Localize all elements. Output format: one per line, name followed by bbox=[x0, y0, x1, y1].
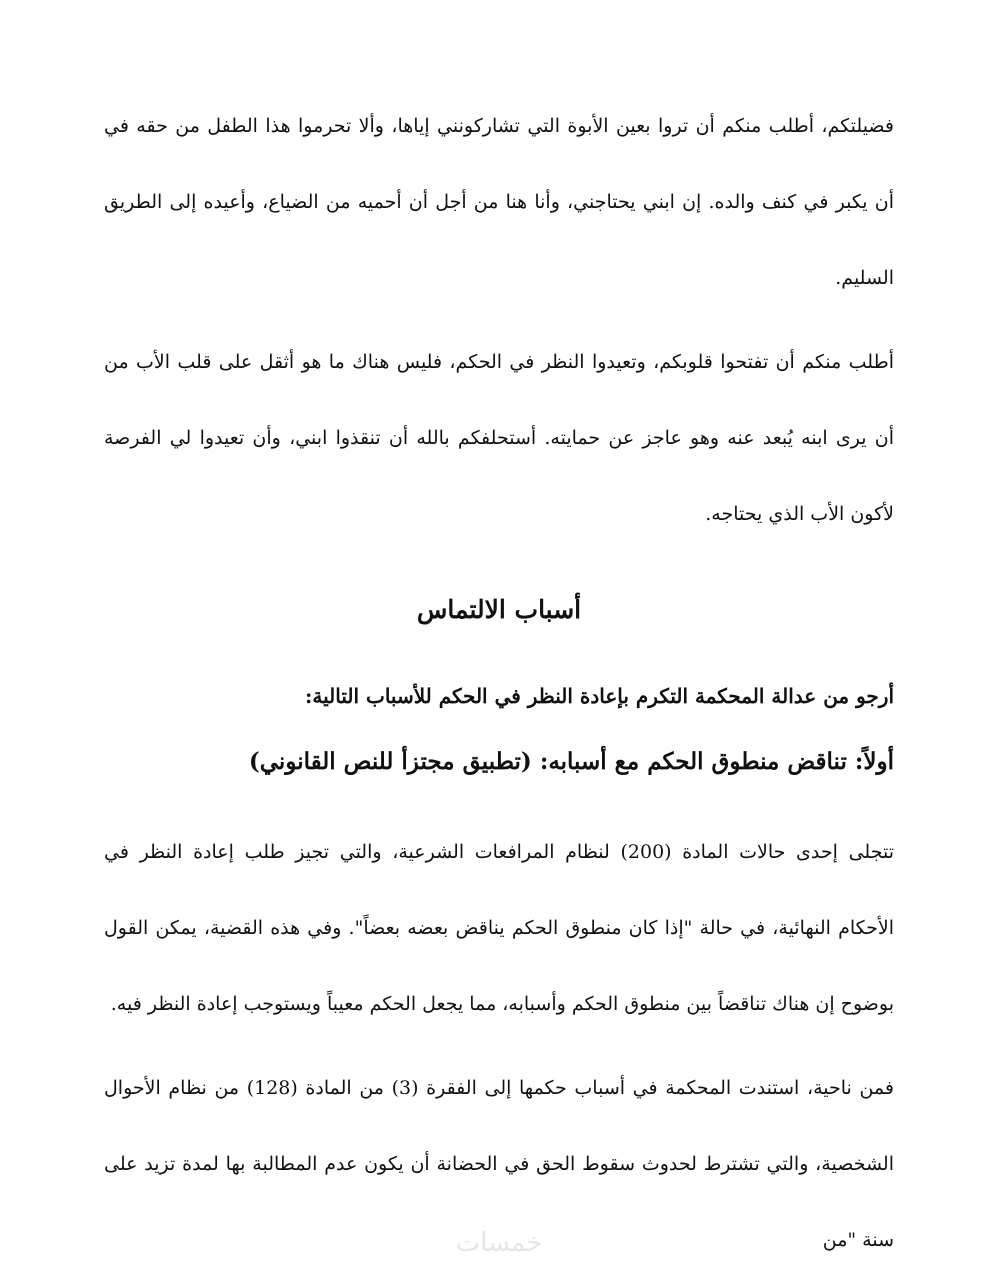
document-page bbox=[104, 88, 894, 1278]
subheading-first-reason: أولاً: تناقض منطوق الحكم مع أسبابه: (تطبيق مجتزأ للنص القانوني) bbox=[248, 748, 894, 775]
section-title: أسباب الالتماس bbox=[416, 595, 582, 624]
intro-line: أرجو من عدالة المحكمة التكرم بإعادة النظر في الحكم للأسباب التالية: bbox=[305, 684, 894, 708]
paragraph-plea-father: فضيلتكم، أطلب منكم أن تروا بعين الأبوة التي تشاركونني إياها، وألا تحرموا هذا الطفل من حقه في أن يكبر في كنف والده. إن ابني يحتاجني، وأنا هنا من أجل أن أحميه من الضياع، وأعيده إلى الطريق السليم. bbox=[104, 115, 895, 289]
paragraph-article-200: تتجلى إحدى حالات المادة (200) لنظام المرافعات الشرعية، والتي تجيز طلب إعادة النظر في الأحكام النهائية، في حالة "إذا كان منطوق الحكم يناقض بعضه بعضاً". وفي هذه القضية، يمكن القول بوضوح إن هناك تناقضاً بين منطوق الحكم وأسبابه، مما يجعل الحكم معيباً ويستوجب إعادة النظر فيه. bbox=[104, 841, 894, 1015]
paragraph-article-128: فمن ناحية، استندت المحكمة في أسباب حكمها إلى الفقرة (3) من المادة (128) من نظام الأحوال الشخصية، والتي تشترط لحدوث سقوط الحق في الحضانة أن يكون عدم المطالبة بها لمدة تزيد على سنة "من bbox=[104, 1077, 894, 1251]
watermark-logo: خمسات bbox=[455, 1228, 543, 1258]
paragraph-plea-reconsider: أطلب منكم أن تفتحوا قلوبكم، وتعيدوا النظر في الحكم، فليس هناك ما هو أثقل على قلب الأب من أن يرى ابنه يُبعد عنه وهو عاجز عن حمايته. أستحلفكم بالله أن تنقذوا ابني، وأن تعيدوا لي الفرصة لأكون الأب الذي يحتاجه. bbox=[104, 351, 894, 525]
